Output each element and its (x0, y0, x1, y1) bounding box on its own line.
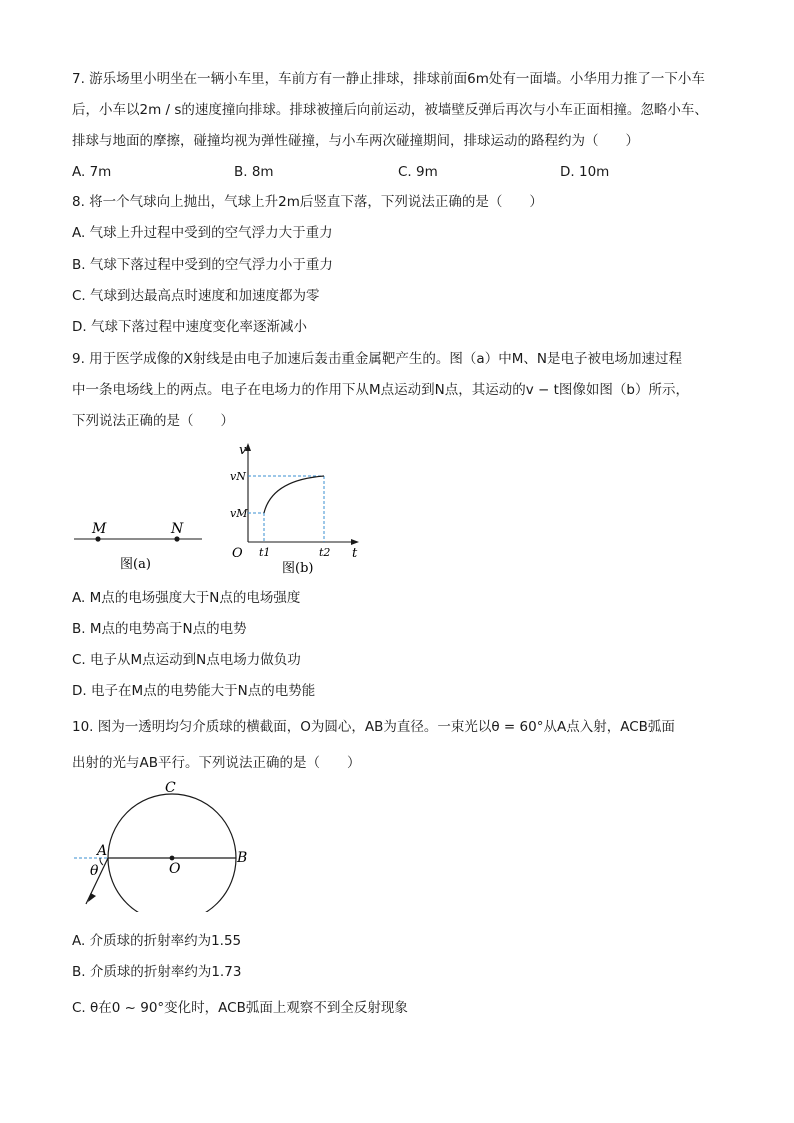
q7-option-d[interactable]: D. 10m (560, 164, 610, 180)
q8-option-d[interactable]: D. 气球下落过程中速度变化率逐渐减小 (72, 319, 307, 335)
q8-option-c[interactable]: C. 气球到达最高点时速度和加速度都为零 (72, 288, 320, 304)
q9-stem-line-2: 中一条电场线上的两点。电子在电场力的作用下从M点运动到N点，其运动的v − t图像如图（b）所示， (72, 382, 689, 398)
q10-option-a[interactable]: A. 介质球的折射率约为1.55 (72, 933, 242, 949)
label-b: B (237, 850, 248, 866)
q7-stem-line-2: 后，小车以2m / s的速度撞向排球。排球被撞后向前运动，被墙壁反弹后再次与小车正面相撞。忽略小车、 (72, 102, 708, 118)
label-t: t (352, 546, 358, 561)
figure-a (68, 516, 208, 578)
q7-option-b[interactable]: B. 8m (234, 164, 274, 180)
label-n: N (171, 521, 184, 537)
label-a: A (97, 843, 108, 859)
q8-option-b[interactable]: B. 气球下落过程中受到的空气浮力小于重力 (72, 257, 333, 273)
caption-b: 图(b) (282, 561, 314, 576)
sphere-figure (66, 778, 256, 912)
caption-a: 图(a) (120, 557, 151, 572)
sphere-circle (108, 794, 236, 912)
q9-option-d[interactable]: D. 电子在M点的电势能大于N点的电势能 (72, 683, 316, 699)
center-dot (170, 856, 175, 861)
q10-stem-line-1: 10. 图为一透明均匀介质球的横截面，O为圆心，AB为直径。一束光以θ = 60°从A点入射，ACB弧面 (72, 719, 675, 735)
v-t-curve (264, 476, 324, 513)
q9-option-c[interactable]: C. 电子从M点运动到N点电场力做负功 (72, 652, 301, 668)
q7-stem-line-3: 排球与地面的摩擦，碰撞均视为弹性碰撞，与小车两次碰撞期间，排球运动的路程约为（ ） (72, 133, 639, 149)
q9-stem-line-1: 9. 用于医学成像的X射线是由电子加速后轰击重金属靶产生的。图（a）中M、N是电子被电场加速过程 (72, 351, 682, 367)
q10-option-c[interactable]: C. θ在0 ~ 90°变化时，ACB弧面上观察不到全反射现象 (72, 1000, 408, 1016)
q10-option-b[interactable]: B. 介质球的折射率约为1.73 (72, 964, 242, 980)
q9-stem-line-3: 下列说法正确的是（ ） (72, 413, 234, 429)
label-o: O (169, 861, 181, 877)
q7-option-c[interactable]: C. 9m (398, 164, 438, 180)
q7-option-a[interactable]: A. 7m (72, 164, 112, 180)
angle-arc (100, 858, 103, 865)
label-theta: θ (90, 863, 99, 879)
q9-option-b[interactable]: B. M点的电势高于N点的电势 (72, 621, 247, 637)
label-v: v (239, 443, 247, 458)
figure-b (226, 436, 372, 578)
t-axis-arrow (351, 539, 359, 545)
point-n-dot (174, 536, 179, 541)
q7-stem-line-1: 7. 游乐场里小明坐在一辆小车里，车前方有一静止排球，排球前面6m处有一面墙。小华用力推了一下小车 (72, 71, 705, 87)
q10-stem-line-2: 出射的光与AB平行。下列说法正确的是（ ） (72, 755, 361, 771)
label-t2: t2 (319, 546, 331, 559)
label-c: C (165, 780, 176, 796)
label-vn: vN (230, 470, 246, 483)
q9-option-a[interactable]: A. M点的电场强度大于N点的电场强度 (72, 590, 301, 606)
label-origin: O (232, 546, 243, 561)
q8-option-a[interactable]: A. 气球上升过程中受到的空气浮力大于重力 (72, 225, 333, 241)
label-m: M (92, 521, 107, 537)
q8-stem: 8. 将一个气球向上抛出，气球上升2m后竖直下落，下列说法正确的是（ ） (72, 194, 543, 210)
label-t1: t1 (259, 546, 271, 559)
point-m-dot (95, 536, 100, 541)
label-vm: vM (230, 507, 248, 520)
